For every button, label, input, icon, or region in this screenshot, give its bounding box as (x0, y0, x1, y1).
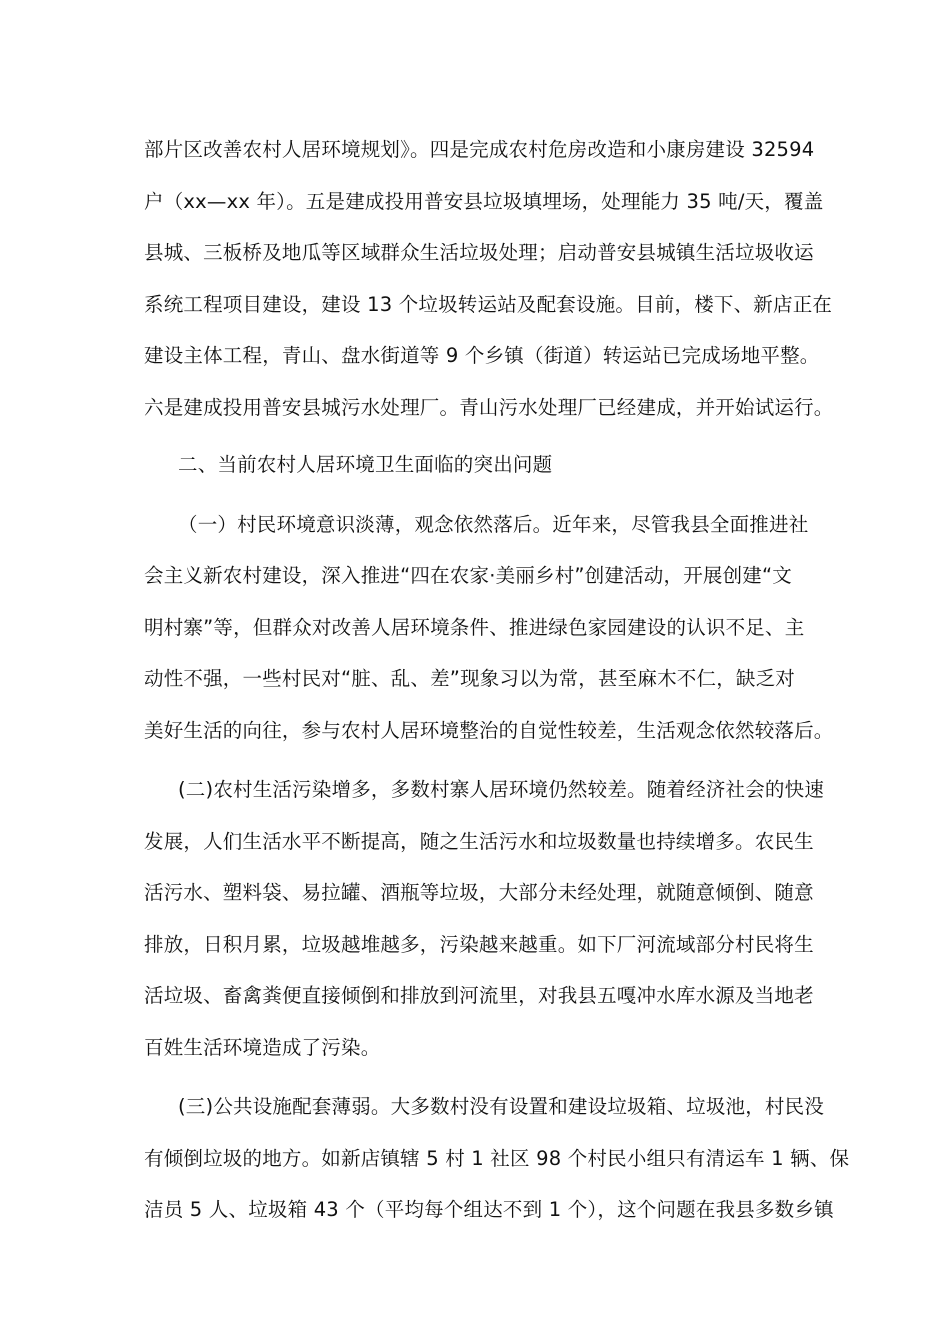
text-line: 户（xx—xx 年）。五是建成投用普安县垃圾填埋场，处理能力 35 吨/天，覆盖 (144, 189, 824, 213)
text-line: 明村寨”等，但群众对改善人居环境条件、推进绿色家园建设的认识不足、主 (144, 615, 805, 639)
document-body (144, 130, 850, 1242)
text-line: 洁员 5 人、垃圾箱 43 个（平均每个组达不到 1 个），这个问题在我县多数乡镇 (144, 1198, 834, 1221)
section-heading: 二、当前农村人居环境卫生面临的突出问题 (178, 453, 553, 476)
text-line: 活污水、塑料袋、易拉罐、酒瓶等垃圾，大部分未经处理，就随意倾倒、随意 (144, 881, 814, 904)
text-line: 美好生活的向往，参与农村人居环境整治的自觉性较差，生活观念依然较落后。 (144, 718, 834, 742)
text-line: 建设主体工程，青山、盘水街道等 9 个乡镇（街道）转运站已完成场地平整。 (144, 344, 820, 367)
text-line: 活垃圾、畜禽粪便直接倾倒和排放到河流里，对我县五嘎冲水库水源及当地老 (144, 984, 814, 1007)
text-line: 百姓生活环境造成了污染。 (144, 1035, 381, 1059)
text-line: (二)农村生活污染增多，多数村寨人居环境仍然较差。随着经济社会的快速 (178, 778, 825, 801)
text-line: 六是建成投用普安县城污水处理厂。青山污水处理厂已经建成，并开始试运行。 (144, 395, 834, 419)
text-line: 部片区改善农村人居环境规划》。四是完成农村危房改造和小康房建设 32594 (144, 138, 815, 161)
text-line: 排放，日积月累，垃圾越堆越多，污染越来越重。如下厂河流域部分村民将生 (144, 932, 814, 956)
text-line: 动性不强，一些村民对“脏、乱、差”现象习以为常，甚至麻木不仁，缺乏对 (144, 667, 796, 690)
text-line: 有倾倒垃圾的地方。如新店镇辖 5 村 1 社区 98 个村民小组只有清运车 1 辆、保 (144, 1146, 850, 1170)
text-line: (三)公共设施配套薄弱。大多数村没有设置和建设垃圾箱、垃圾池，村民没 (178, 1095, 825, 1118)
text-line: 发展，人们生活水平不断提高，随之生活污水和垃圾数量也持续增多。农民生 (144, 829, 814, 853)
text-line: 县城、三板桥及地瓜等区域群众生活垃圾处理；启动普安县城镇生活垃圾收运 (144, 241, 814, 264)
text-line: 系统工程项目建设，建设 13 个垃圾转运站及配套设施。目前，楼下、新店正在 (144, 292, 833, 316)
text-line: 会主义新农村建设，深入推进“四在农家·美丽乡村”创建活动，开展创建“文 (144, 564, 793, 587)
text-line: （一）村民环境意识淡薄，观念依然落后。近年来，尽管我县全面推进社 (178, 512, 809, 536)
